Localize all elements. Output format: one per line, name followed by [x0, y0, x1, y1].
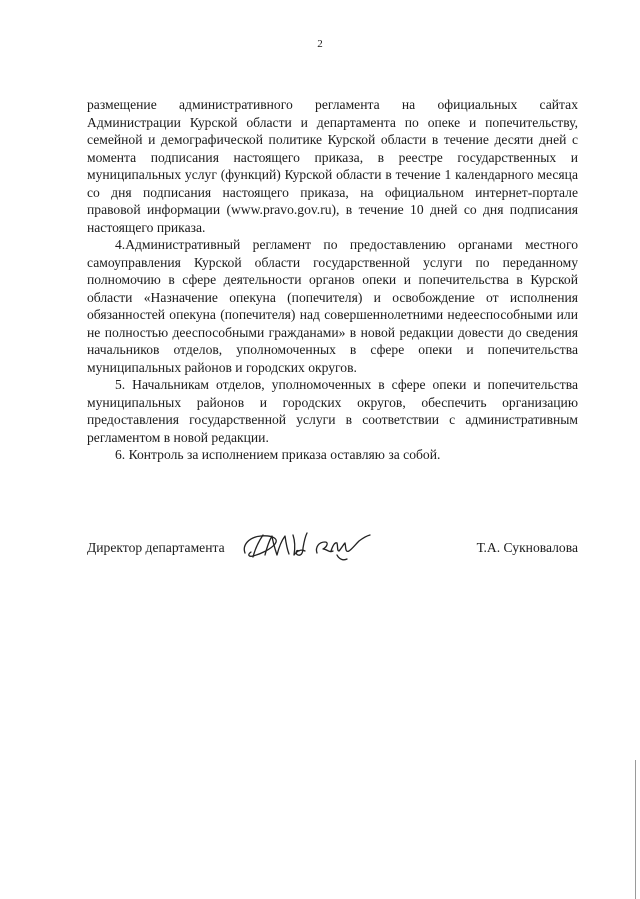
paragraph-continuation: размещение административного регламента на официальных сайтах Администрации Курской области и департамента по опеке и попечительству, семейной и демографической политике Курской области в течение десяти дней с момента подписания настоящего приказа, в реестре государственных и муниципальных услуг (функций) Курской области в течение 1 календарного месяца со дня подписания настоящего приказа, на официальном интернет-портале правовой информации (www.pravo.gov.ru), в течение 10 дней со дня подписания настоящего приказа. — [87, 97, 578, 235]
page-number: 2 — [317, 38, 323, 50]
paragraph-item-4: 4.Административный регламент по предоставлению органами местного самоуправления Курской области государственной услуги по переданному полномочию в сфере деятельности органов опеки и попечительства в Курской области «Назначение опекуна (попечителя) и освобождение от исполнения обязанностей опекуна (попечителя) над совершеннолетними недееспособными или не полностью дееспособными гражданами» в новой редакции довести до сведения начальников отделов, уполномоченных в сфере опеки и попечительства муниципальных районов и городских округов. — [87, 237, 578, 375]
signer-position: Директор департамента — [87, 540, 225, 555]
handwritten-signature — [239, 527, 379, 567]
scan-edge-line — [635, 760, 636, 899]
signature-block — [87, 527, 578, 567]
signer-name: Т.А. Сукновалова — [476, 540, 578, 555]
paragraph-item-5: 5. Начальникам отделов, уполномоченных в сфере опеки и попечительства муниципальных районов и городских округов, обеспечить организацию предоставления государственной услуги в соответствии с административным регламентом в новой редакции. — [87, 377, 578, 445]
paragraph-item-6: 6. Контроль за исполнением приказа оставляю за собой. — [115, 447, 441, 462]
document-body — [87, 96, 578, 464]
